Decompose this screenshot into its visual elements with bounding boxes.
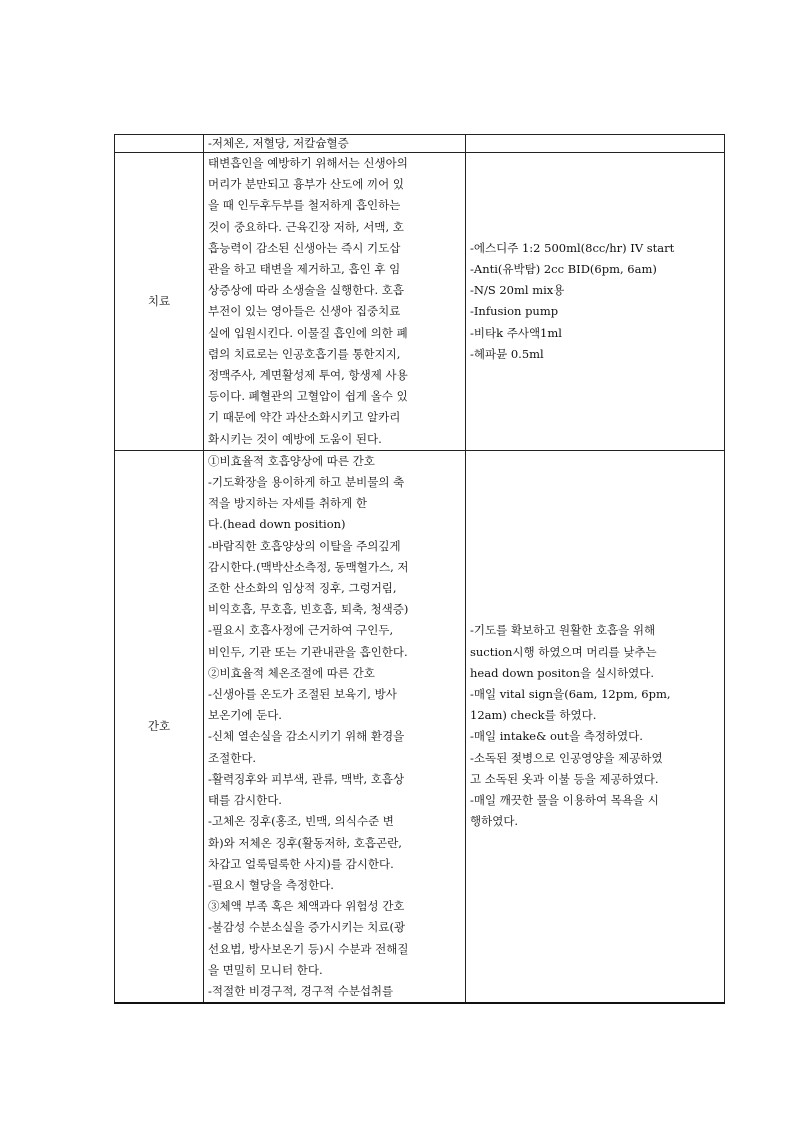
order-line: -헤파뮨 0.5ml [470,346,544,361]
text-line: 것이 중요하다. 근육긴장 저하, 서맥, 호 [208,219,404,234]
notes-cell [466,450,725,1003]
note-line: 12am) check를 하였다. [470,708,597,723]
row-label-cell [115,153,204,451]
text-line: -필요시 혈당을 측정한다. [208,877,334,892]
order-line: -Anti(유박탐) 2cc BID(6pm, 6am) [470,262,657,277]
text-line: 조한 산소화의 임상적 징후, 그렁거림, [208,581,397,596]
order-line: -에스디주 1:2 500ml(8cc/hr) IV start [470,240,675,255]
text-line: ①비효율적 호흡양상에 따른 간호 [208,453,375,468]
text-line: 상증상에 따라 소생술을 실행한다. 호흡 [208,283,405,298]
text-line: 흡능력이 감소된 신생아는 즉시 기도삽 [208,240,401,255]
text-line: 실에 입원시킨다. 이물질 흡인에 의한 폐 [208,325,408,340]
text-line: ②비효율적 체온조절에 따른 간호 [208,665,375,680]
text-line: 등이다. 폐혈관의 고혈압이 쉽게 올수 있 [208,389,408,404]
text-line: -신생아를 온도가 조절된 보육기, 방사 [208,687,397,702]
text-line: -신체 열손실을 감소시키기 위해 환경을 [208,729,405,744]
text-line: 적을 방지하는 자세를 취하게 한 [208,496,368,511]
text-line: -저체온, 저혈당, 저칼슘혈증 [208,136,349,150]
text-line: 화시키는 것이 예방에 도움이 된다. [208,431,382,446]
note-line: -소독된 젖병으로 인공영양을 제공하였 [470,750,663,765]
text-line: -기도확장을 용이하게 하고 분비물의 축 [208,475,405,490]
text-line: 비익호흡, 무호흡, 빈호흡, 퇴축, 청색증) [208,602,409,617]
text-line: 기 때문에 약간 과산소화시키고 알카리 [208,410,401,425]
text-line: -불감성 수분소실을 증가시키는 치료(광 [208,920,406,935]
text-line: 을 면밀히 모니터 한다. [208,962,323,977]
row-label-cell [115,450,204,1003]
table-row [115,135,725,153]
order-line: -비타k 주사액1ml [470,325,562,340]
text-line: -바람직한 호흡양상의 이탈을 주의깊게 [208,538,401,553]
note-line: suction시행 하였으며 머리를 낮추는 [470,644,657,659]
note-line: -기도를 확보하고 원활한 호흡을 위해 [470,623,656,638]
text-line: -적절한 비경구적, 경구적 수분섭취를 [208,983,394,998]
text-line: 다.(head down position) [208,517,346,532]
note-line: -매일 깨끗한 물을 이용하여 목욕을 시 [470,793,659,808]
text-line: 차갑고 얼룩덜룩한 사지)를 감시한다. [208,856,394,871]
text-line: 머리가 분만되고 흉부가 산도에 끼어 있 [208,177,405,192]
row-label: 간호 [147,718,171,733]
note-line: -매일 vital sign을(6am, 12pm, 6pm, [470,687,671,702]
text-line: 부전이 있는 영아들은 신생아 집중치료 [208,304,401,319]
row-label: 치료 [147,293,171,308]
row-label-cell [115,135,204,153]
text-line: 선요법, 방사보온기 등)시 수분과 전해질 [208,941,409,956]
note-line: 고 소독된 옷과 이불 등을 제공하였다. [470,771,659,786]
text-line: 태를 감시한다. [208,793,282,808]
text-line: 렴의 치료로는 인공호흡기를 통한지지, [208,346,401,361]
text-line: 조절한다. [208,750,257,765]
text-line: 정맥주사, 계면활성제 투여, 항생제 사용 [208,368,408,383]
text-line: 비인두, 기관 또는 기관내관을 흡인한다. [208,644,408,659]
note-line: 행하였다. [470,814,519,829]
text-line: ③체액 부족 혹은 체액과다 위험성 간호 [208,899,405,914]
text-line: -고체온 징후(홍조, 빈맥, 의식수준 변 [208,814,394,829]
text-line: 관을 하고 태변을 제거하고, 흡인 후 임 [208,262,401,277]
text-line: -필요시 호흡사정에 근거하여 구인두, [208,623,394,638]
order-line: -N/S 20ml mix용 [470,283,565,298]
note-line: -매일 intake& out을 측정하였다. [470,729,643,744]
care-plan-table [114,134,725,1004]
text-line: 보온기에 둔다. [208,708,282,723]
table-row [115,153,725,451]
text-line: 을 때 인두후두부를 철저하게 흡인하는 [208,198,401,213]
table-row [115,450,725,1003]
notes-cell [466,135,725,153]
note-line: head down positon을 실시하였다. [470,665,655,680]
content-cell [204,135,466,153]
content-cell [204,153,466,451]
text-line: -활력징후와 피부색, 관류, 맥박, 호흡상 [208,771,405,786]
text-line: 화)와 저체온 징후(활동저하, 호흡곤란, [208,835,402,850]
order-line: -Infusion pump [470,304,559,319]
text-line: 태변흡인을 예방하기 위해서는 신생아의 [208,156,408,170]
content-cell [204,450,466,1003]
notes-cell [466,153,725,451]
text-line: 감시한다.(맥박산소측정, 동맥혈가스, 저 [208,559,409,574]
